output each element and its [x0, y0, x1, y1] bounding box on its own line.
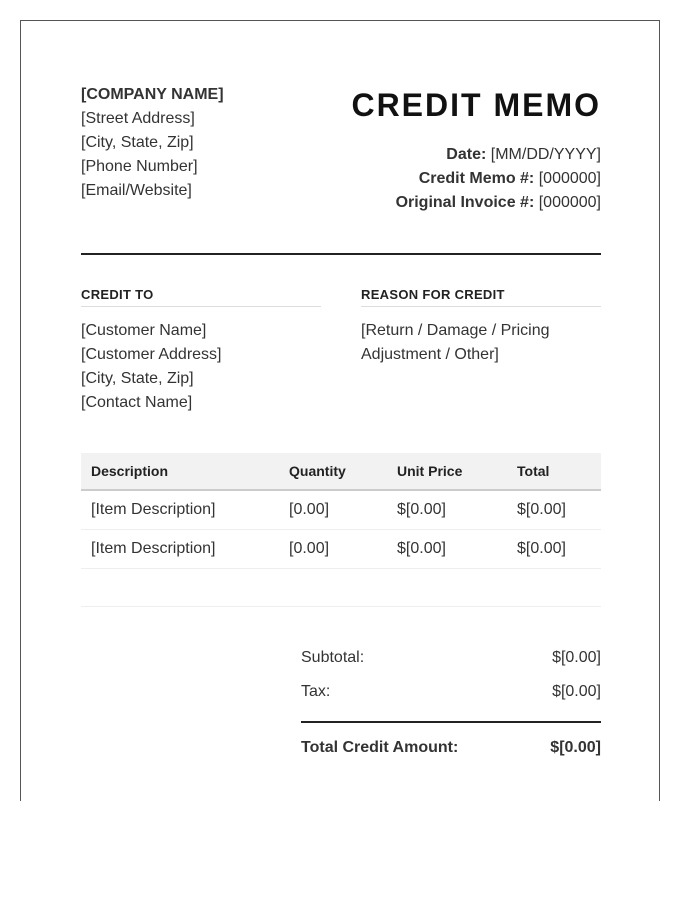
company-info [81, 83, 224, 203]
credit-to-section [81, 287, 321, 415]
company-phone: [Phone Number] [81, 158, 198, 175]
credit-to-heading: CREDIT TO [81, 287, 321, 307]
column-header: Quantity [279, 453, 387, 490]
company-street: [Street Address] [81, 110, 195, 127]
subtotal-label: Subtotal: [301, 649, 365, 666]
memo-title: CREDIT MEMO [351, 87, 601, 123]
reason-heading: REASON FOR CREDIT [361, 287, 601, 307]
reason-section [361, 287, 601, 367]
table-header-row [81, 453, 601, 490]
column-header: Total [507, 453, 601, 490]
total-credit-row [301, 721, 601, 765]
item-description: [Item Description] [81, 530, 279, 569]
subtotal-value: $[0.00] [552, 649, 601, 666]
customer-city: [City, State, Zip] [81, 370, 194, 387]
company-name: [COMPANY NAME] [81, 86, 224, 103]
memo-number-label: Credit Memo #: [418, 170, 535, 187]
item-description: [Item Description] [81, 490, 279, 530]
table-bottom-divider [81, 606, 601, 607]
invoice-number-row [351, 191, 601, 215]
company-email: [Email/Website] [81, 182, 192, 199]
item-total: $[0.00] [507, 490, 601, 530]
header-divider [81, 253, 601, 255]
date-row [351, 143, 601, 167]
date-value: [MM/DD/YYYY] [490, 146, 601, 163]
date-label: Date: [446, 146, 487, 163]
tax-value: $[0.00] [552, 683, 601, 700]
item-total: $[0.00] [507, 530, 601, 569]
credit-memo-page [20, 20, 660, 801]
items-table [81, 453, 601, 569]
item-quantity: [0.00] [279, 530, 387, 569]
tax-label: Tax: [301, 683, 331, 700]
totals-section [301, 641, 601, 765]
column-header: Unit Price [387, 453, 507, 490]
company-city: [City, State, Zip] [81, 134, 194, 151]
item-unit-price: $[0.00] [387, 490, 507, 530]
item-quantity: [0.00] [279, 490, 387, 530]
item-unit-price: $[0.00] [387, 530, 507, 569]
invoice-number-value: [000000] [538, 194, 601, 211]
column-header: Description [81, 453, 279, 490]
invoice-number-label: Original Invoice #: [395, 194, 535, 211]
customer-contact: [Contact Name] [81, 394, 193, 411]
table-row [81, 490, 601, 530]
table-row [81, 530, 601, 569]
customer-address: [Customer Address] [81, 346, 222, 363]
customer-name: [Customer Name] [81, 322, 207, 339]
memo-number-row [351, 167, 601, 191]
tax-row [301, 675, 601, 709]
subtotal-row [301, 641, 601, 675]
total-credit-value: $[0.00] [550, 739, 601, 756]
total-credit-label: Total Credit Amount: [301, 739, 459, 756]
reason-text: [Return / Damage / Pricing Adjustment / Other] [361, 322, 550, 363]
memo-number-value: [000000] [538, 170, 601, 187]
memo-header [351, 87, 601, 215]
